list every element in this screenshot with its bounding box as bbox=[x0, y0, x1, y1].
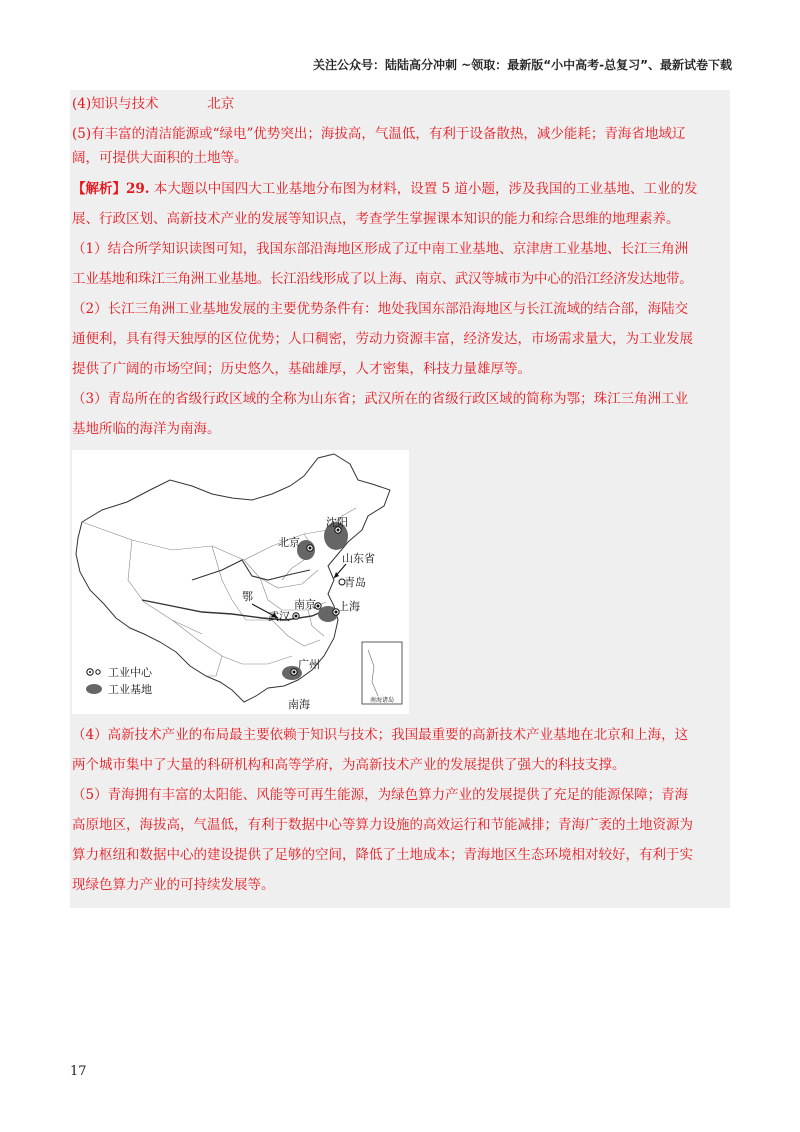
legend-base: 工业基地 bbox=[108, 683, 152, 696]
label-nanjing: 南京 bbox=[294, 598, 316, 611]
answer-4-label: (4)知识与技术 bbox=[72, 96, 159, 112]
label-guangzhou: 广州 bbox=[298, 658, 320, 671]
analysis-p1-line2: 工业基地和珠江三角洲工业基地。长江沿线形成了以上海、南京、武汉等城市为中心的沿江经济发达地带。 bbox=[72, 271, 693, 287]
label-shandong: 山东省 bbox=[342, 552, 375, 565]
analysis-intro bbox=[72, 174, 728, 204]
answer-4-value: 北京 bbox=[207, 96, 235, 112]
analysis-section bbox=[70, 174, 730, 444]
analysis-section-2 bbox=[70, 720, 730, 908]
analysis-p5-line1: （5）青海拥有丰富的太阳能、风能等可再生能源，为绿色算力产业的发展提供了充足的能源保障；青海 bbox=[72, 787, 689, 803]
label-qingdao: 青岛 bbox=[344, 576, 366, 589]
analysis-tag: 【解析】 bbox=[72, 181, 126, 197]
label-nanhai: 南海 bbox=[288, 698, 310, 711]
label-shenyang: 沈阳 bbox=[326, 516, 348, 529]
analysis-intro-line2: 展、行政区划、高新技术产业的发展等知识点，考查学生掌握课本知识的能力和综合思维的地理素养。 bbox=[72, 211, 680, 227]
china-outline bbox=[76, 454, 390, 702]
page-number: 17 bbox=[70, 1064, 87, 1079]
analysis-p3-line1: （3）青岛所在的省级行政区域的全称为山东省；武汉所在的省级行政区域的简称为鄂；珠江三角洲工业 bbox=[72, 391, 689, 407]
analysis-p5-line3: 算力枢纽和数据中心的建设提供了足够的空间，降低了土地成本；青海地区生态环境相对较好，有利于实 bbox=[72, 847, 693, 863]
label-e: 鄂 bbox=[242, 590, 253, 603]
analysis-p3-line2: 基地所临的海洋为南海。 bbox=[72, 421, 221, 437]
analysis-p1-line1: （1）结合所学知识读图可知，我国东部沿海地区形成了辽中南工业基地、京津唐工业基地、长江三角洲 bbox=[72, 241, 689, 257]
analysis-p5-line2: 高原地区，海拔高，气温低，有利于数据中心等算力设施的高效运行和节能减排；青海广袤的土地资源为 bbox=[72, 817, 693, 833]
legend-center: 工业中心 bbox=[108, 666, 152, 679]
south-sea-inset bbox=[362, 642, 402, 704]
answer-5-line1: (5)有丰富的清洁能源或“绿电”优势突出；海拔高，气温低，有利于设备散热，减少能耗；青海省地域辽 bbox=[72, 126, 686, 142]
answer-block bbox=[70, 90, 730, 908]
answer-4 bbox=[70, 90, 730, 120]
china-industry-map bbox=[72, 450, 409, 714]
analysis-intro-line1: 本大题以中国四大工业基地分布图为材料，设置 5 道小题，涉及我国的工业基地、工业的发 bbox=[153, 181, 698, 197]
label-beijing: 北京 bbox=[278, 536, 300, 549]
analysis-p5-line4: 现绿色算力产业的可持续发展等。 bbox=[72, 877, 275, 893]
analysis-p4-line2: 两个城市集中了大量的科研机构和高等学府，为高新技术产业的发展提供了强大的科技支撑。 bbox=[72, 757, 626, 773]
label-inset: 南海诸岛 bbox=[370, 697, 395, 704]
analysis-p2-line1: （2）长江三角洲工业基地发展的主要优势条件有：地处我国东部沿海地区与长江流域的结合部，海陆交 bbox=[72, 301, 689, 317]
label-shanghai: 上海 bbox=[338, 600, 360, 613]
question-number: 29. bbox=[126, 181, 150, 197]
page-header: 关注公众号：陆陆高分冲刺 ~领取：最新版“小中高考-总复习”、最新试卷下载 bbox=[313, 58, 732, 72]
map-legend bbox=[86, 665, 153, 696]
map-svg bbox=[72, 450, 409, 714]
analysis-p4-line1: （4）高新技术产业的布局最主要依赖于知识与技术；我国最重要的高新技术产业基地在北京和上海，这 bbox=[72, 727, 689, 743]
analysis-p2-line3: 提供了广阔的市场空间；历史悠久，基础雄厚，人才密集，科技力量雄厚等。 bbox=[72, 361, 531, 377]
answer-5-line2: 阔，可提供大面积的土地等。 bbox=[72, 150, 248, 166]
label-wuhan: 武汉 bbox=[268, 610, 290, 623]
analysis-p2-line2: 通便利，具有得天独厚的区位优势；人口稠密，劳动力资源丰富，经济发达，市场需求量大，为工业发展 bbox=[72, 331, 693, 347]
